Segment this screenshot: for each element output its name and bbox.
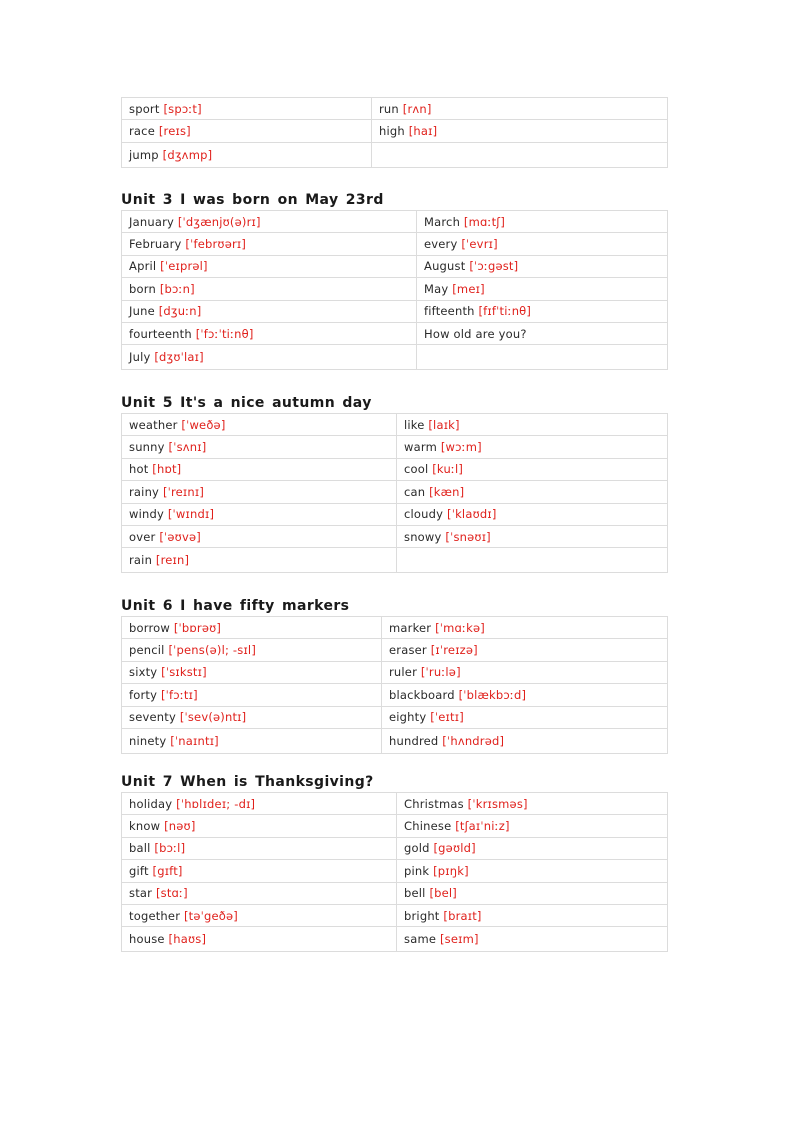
vocab-word: ball (129, 841, 151, 856)
vocab-phonetic: [dʒʊˈlaɪ] (154, 350, 204, 365)
vocab-cell (382, 684, 668, 706)
vocab-word: blackboard (389, 687, 455, 702)
vocab-phonetic: [reɪs] (158, 124, 191, 139)
vocab-cell (122, 661, 382, 683)
vocab-cell (122, 322, 417, 344)
table-row (122, 706, 668, 728)
vocab-cell (122, 481, 397, 503)
vocab-cell (417, 345, 668, 370)
vocab-word: bright (404, 908, 440, 923)
vocab-cell (382, 639, 668, 661)
vocab-phonetic: [ˈəʊvə] (159, 529, 201, 544)
table-row (122, 793, 668, 815)
vocab-word: ruler (389, 665, 418, 680)
vocab-phonetic: [ˈdʒænjʊ(ə)rɪ] (177, 214, 261, 229)
table-row (122, 458, 668, 480)
vocab-phonetic: [ˈfɔːtɪ] (161, 687, 198, 702)
vocab-cell (122, 927, 397, 952)
vocab-phonetic: [bɔːn] (159, 281, 195, 296)
vocab-phonetic: [ˈruːlə] (420, 665, 461, 680)
table-row (122, 481, 668, 503)
vocab-phonetic: [kæn] (429, 484, 465, 499)
vocab-cell (122, 706, 382, 728)
vocab-cell (382, 661, 668, 683)
vocab-cell (122, 503, 397, 525)
vocab-cell (122, 120, 372, 142)
vocab-word: rain (129, 553, 153, 568)
vocab-section-unit-3 (121, 190, 667, 370)
vocab-phonetic: [braɪt] (443, 908, 482, 923)
section-heading: Unit 5 It's a nice autumn day (121, 395, 372, 411)
table-row (122, 684, 668, 706)
table-row (122, 278, 668, 300)
vocab-table (121, 210, 668, 370)
table-row (122, 414, 668, 436)
vocab-cell (122, 525, 397, 547)
vocab-cell (122, 837, 397, 859)
vocab-word: borrow (129, 620, 170, 635)
vocab-word: snowy (404, 529, 442, 544)
vocab-phonetic: [ˈmɑːkə] (435, 620, 485, 635)
vocab-section-unit-6 (121, 596, 667, 754)
vocab-cell (397, 904, 668, 926)
vocab-cell (122, 684, 382, 706)
vocab-phonetic: [gɪft] (152, 863, 183, 878)
vocab-phonetic: [ɪˈreɪzə] (430, 643, 478, 658)
vocab-word: eighty (389, 710, 427, 725)
vocab-cell (382, 617, 668, 639)
table-row (122, 98, 668, 120)
vocab-word: over (129, 529, 156, 544)
section-heading: Unit 3 I was born on May 23rd (121, 192, 384, 208)
vocab-phonetic: [ˈreɪnɪ] (162, 484, 205, 499)
table-row (122, 300, 668, 322)
vocab-word: like (404, 417, 425, 432)
vocab-phonetic: [ˈklaʊdɪ] (447, 507, 497, 522)
vocab-phonetic: [nəʊ] (164, 819, 196, 834)
vocab-cell (122, 345, 417, 370)
vocab-word: jump (129, 147, 159, 162)
vocab-phonetic: [dʒuːn] (158, 304, 202, 319)
vocab-word: June (129, 304, 155, 319)
vocab-cell (397, 882, 668, 904)
vocab-cell (397, 503, 668, 525)
vocab-cell (122, 639, 382, 661)
vocab-word: hot (129, 462, 149, 477)
vocab-word: ninety (129, 733, 167, 748)
vocab-table (121, 792, 668, 952)
vocab-cell (122, 860, 397, 882)
vocab-phonetic: [stɑː] (155, 886, 188, 901)
vocab-cell (122, 300, 417, 322)
vocab-table (121, 413, 668, 573)
vocab-cell (417, 211, 668, 233)
table-row (122, 927, 668, 952)
table-row (122, 211, 668, 233)
section-heading: Unit 6 I have fifty markers (121, 598, 350, 614)
vocab-cell (397, 458, 668, 480)
vocab-phonetic: [ˈbɒrəʊ] (173, 620, 222, 635)
vocab-word: pink (404, 863, 430, 878)
vocab-cell (122, 458, 397, 480)
vocab-cell (122, 728, 382, 753)
vocab-section-continued (121, 97, 667, 168)
table-row (122, 255, 668, 277)
vocab-word: cool (404, 462, 429, 477)
vocab-word: run (379, 101, 399, 116)
vocab-phonetic: [meɪ] (452, 281, 485, 296)
vocab-cell (397, 837, 668, 859)
table-row (122, 617, 668, 639)
vocab-phonetic: [ˈeɪtɪ] (430, 710, 464, 725)
vocab-phonetic: [hɒt] (152, 462, 182, 477)
vocab-word: Christmas (404, 796, 464, 811)
vocab-phonetic: [ˈfebrʊərɪ] (185, 237, 247, 252)
section-heading: Unit 7 When is Thanksgiving? (121, 774, 374, 790)
table-row (122, 639, 668, 661)
table-row (122, 322, 668, 344)
table-row (122, 503, 668, 525)
table-row (122, 142, 668, 167)
vocab-phonetic: [ˈsʌnɪ] (168, 440, 207, 455)
vocab-phonetic: [ˈkrɪsməs] (467, 796, 528, 811)
vocab-phonetic: [seɪm] (439, 932, 479, 947)
vocab-phonetic: [bɔːl] (154, 841, 186, 856)
vocab-phonetic: [ˈnaɪntɪ] (170, 733, 219, 748)
vocab-cell (122, 211, 417, 233)
table-row (122, 837, 668, 859)
vocab-phonetic: [ˈɔːgəst] (469, 259, 519, 274)
vocab-cell (397, 860, 668, 882)
vocab-cell (122, 617, 382, 639)
table-row (122, 436, 668, 458)
vocab-word: cloudy (404, 507, 444, 522)
vocab-phonetic: [ˈeɪprəl] (160, 259, 208, 274)
vocab-table (121, 97, 668, 168)
vocab-phonetic: [reɪn] (155, 553, 190, 568)
vocab-cell (122, 414, 397, 436)
vocab-word: race (129, 124, 155, 139)
vocab-cell (397, 548, 668, 573)
vocab-cell (397, 793, 668, 815)
vocab-cell (417, 255, 668, 277)
vocab-phonetic: [ˈhʌndrəd] (442, 733, 505, 748)
vocab-cell (397, 525, 668, 547)
vocab-word: April (129, 259, 157, 274)
vocab-word: sport (129, 101, 160, 116)
vocab-phonetic: [təˈgeðə] (183, 908, 238, 923)
vocab-phonetic: [ˈsnəʊɪ] (445, 529, 491, 544)
vocab-word: know (129, 819, 161, 834)
vocab-word: gold (404, 841, 430, 856)
vocab-cell (122, 882, 397, 904)
vocab-word: February (129, 237, 182, 252)
vocab-word: sunny (129, 440, 165, 455)
table-row (122, 860, 668, 882)
vocab-word: same (404, 932, 437, 947)
vocab-phonetic: [ˈsɪkstɪ] (161, 665, 207, 680)
vocab-phonetic: [pɪŋk] (433, 863, 469, 878)
vocab-word: Chinese (404, 819, 452, 834)
vocab-phonetic: [kuːl] (432, 462, 464, 477)
table-row (122, 904, 668, 926)
vocab-cell (122, 436, 397, 458)
vocab-word: together (129, 908, 181, 923)
vocab-word: January (129, 214, 174, 229)
table-row (122, 120, 668, 142)
vocab-word: holiday (129, 796, 173, 811)
vocab-cell (122, 278, 417, 300)
vocab-cell (122, 98, 372, 120)
table-row (122, 882, 668, 904)
vocab-cell (417, 278, 668, 300)
vocab-word: sixty (129, 665, 158, 680)
vocab-cell (122, 233, 417, 255)
vocab-word: fourteenth (129, 326, 192, 341)
vocab-phonetic: [tʃaɪˈniːz] (455, 819, 510, 834)
vocab-cell (382, 706, 668, 728)
vocab-cell (382, 728, 668, 753)
vocab-cell (122, 255, 417, 277)
vocab-cell (372, 142, 668, 167)
vocab-word: July (129, 350, 151, 365)
vocab-cell (417, 300, 668, 322)
vocab-phonetic: [ˈblækbɔːd] (458, 687, 527, 702)
vocab-cell (122, 904, 397, 926)
vocab-phonetic: [wɔːm] (440, 440, 482, 455)
vocab-word: August (424, 259, 466, 274)
vocab-cell (397, 436, 668, 458)
vocab-cell (397, 481, 668, 503)
vocab-phonetic: [spɔːt] (163, 101, 202, 116)
vocab-word: bell (404, 886, 426, 901)
vocab-word: seventy (129, 710, 176, 725)
vocab-word: May (424, 281, 449, 296)
table-row (122, 728, 668, 753)
vocab-word: can (404, 484, 426, 499)
vocab-word: high (379, 124, 405, 139)
vocab-cell (417, 322, 668, 344)
vocab-section-unit-7 (121, 772, 667, 952)
vocab-phonetic: [haɪ] (408, 124, 438, 139)
vocab-cell (372, 98, 668, 120)
table-row (122, 233, 668, 255)
vocab-phonetic: [gəʊld] (433, 841, 476, 856)
vocab-phonetic: [ˈhɒlɪdeɪ; -dɪ] (176, 796, 256, 811)
vocab-word: How old are you? (424, 326, 527, 341)
vocab-word: windy (129, 507, 164, 522)
vocab-word: rainy (129, 484, 160, 499)
table-row (122, 525, 668, 547)
vocab-word: every (424, 237, 458, 252)
vocab-word: born (129, 281, 156, 296)
vocab-word: marker (389, 620, 432, 635)
table-row (122, 345, 668, 370)
vocab-word: house (129, 932, 165, 947)
vocab-phonetic: [dʒʌmp] (162, 147, 213, 162)
vocab-word: fifteenth (424, 304, 475, 319)
vocab-table (121, 616, 668, 754)
vocab-cell (372, 120, 668, 142)
vocab-word: gift (129, 863, 149, 878)
vocab-phonetic: [fɪfˈtiːnθ] (478, 304, 532, 319)
table-row (122, 548, 668, 573)
table-row (122, 815, 668, 837)
vocab-word: hundred (389, 733, 439, 748)
vocab-cell (122, 793, 397, 815)
vocab-word: eraser (389, 643, 427, 658)
vocab-word: star (129, 886, 153, 901)
vocab-section-unit-5 (121, 393, 667, 573)
vocab-cell (397, 815, 668, 837)
vocab-phonetic: [ˈfɔːˈtiːnθ] (195, 326, 254, 341)
vocab-phonetic: [bel] (429, 886, 457, 901)
vocab-phonetic: [mɑːtʃ] (463, 214, 506, 229)
vocab-phonetic: [ˈwɪndɪ] (167, 507, 215, 522)
vocab-word: forty (129, 687, 158, 702)
vocab-cell (417, 233, 668, 255)
vocab-phonetic: [ˈweðə] (181, 417, 226, 432)
vocab-cell (122, 548, 397, 573)
vocab-phonetic: [ˈevrɪ] (461, 237, 498, 252)
vocab-cell (397, 927, 668, 952)
vocab-phonetic: [ˈsev(ə)ntɪ] (179, 710, 247, 725)
vocab-phonetic: [haʊs] (168, 932, 207, 947)
vocab-phonetic: [rʌn] (402, 101, 432, 116)
vocab-phonetic: [ˈpens(ə)l; -sɪl] (168, 643, 257, 658)
vocab-word: warm (404, 440, 437, 455)
vocab-cell (122, 142, 372, 167)
vocab-cell (397, 414, 668, 436)
vocab-word: March (424, 214, 461, 229)
vocab-word: weather (129, 417, 178, 432)
vocab-word: pencil (129, 643, 165, 658)
vocab-cell (122, 815, 397, 837)
vocab-phonetic: [laɪk] (428, 417, 460, 432)
table-row (122, 661, 668, 683)
